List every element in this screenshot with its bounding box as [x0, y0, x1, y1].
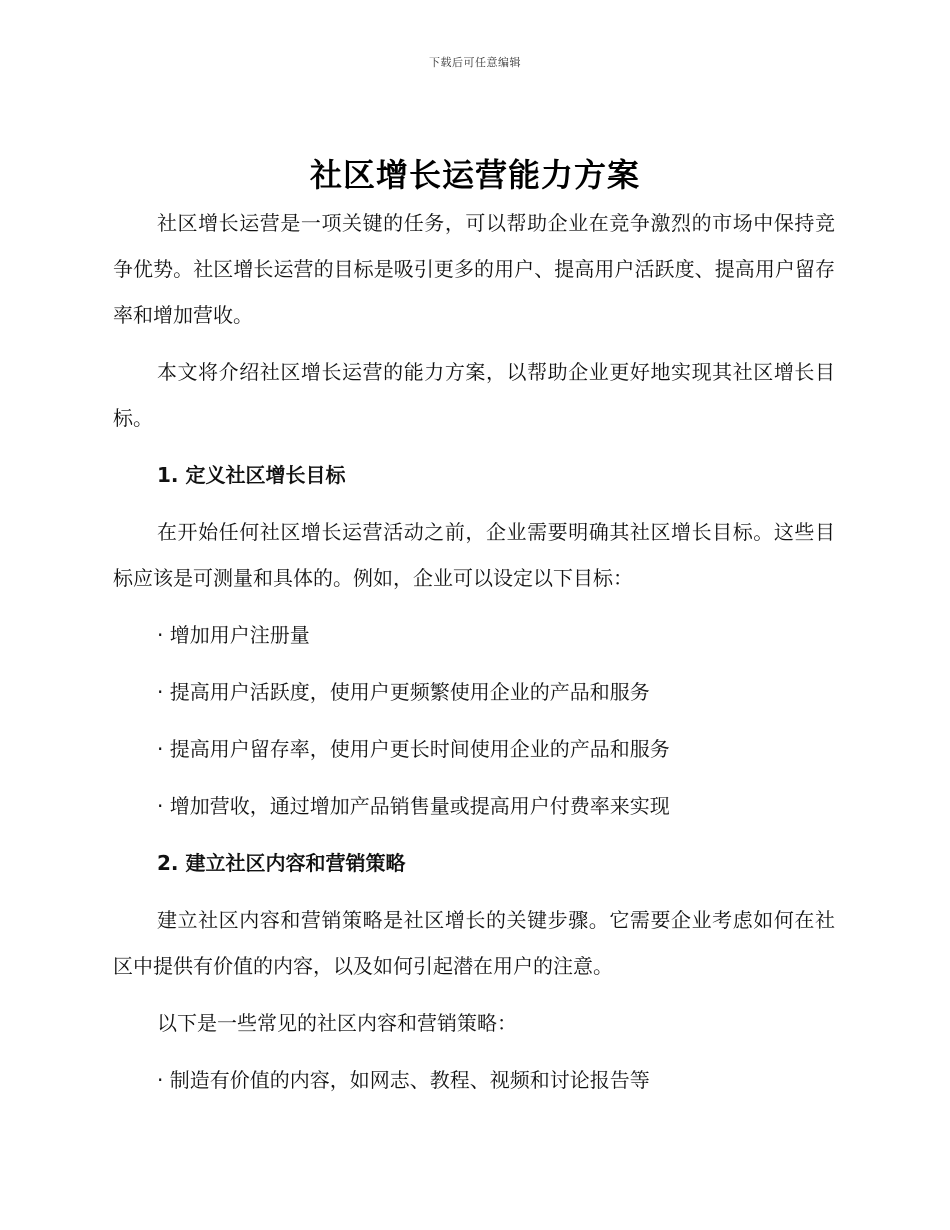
section-heading-1: 1. 定义社区增长目标: [157, 463, 346, 487]
bullet-item: · 增加营收，通过增加产品销售量或提高用户付费率来实现: [157, 794, 670, 818]
page-header-note: 下载后可任意编辑: [429, 56, 521, 69]
paragraph-strategy: 建立社区内容和营销策略是社区增长的关键步骤。它需要企业考虑如何在社区中提供有价值的内容，以及如何引起潜在用户的注意。: [113, 908, 835, 978]
section-heading-2: 2. 建立社区内容和营销策略: [157, 851, 406, 875]
bullet-item: · 增加用户注册量: [157, 623, 310, 647]
bullet-item: · 提高用户留存率，使用户更长时间使用企业的产品和服务: [157, 737, 670, 761]
paragraph-strategy-list-intro: 以下是一些常见的社区内容和营销策略：: [157, 1011, 517, 1035]
paragraph-overview: 本文将介绍社区增长运营的能力方案，以帮助企业更好地实现其社区增长目标。: [113, 360, 835, 430]
document-body: [113, 200, 835, 1114]
bullet-item: · 提高用户活跃度，使用户更频繁使用企业的产品和服务: [157, 680, 650, 704]
paragraph-goals: 在开始任何社区增长运营活动之前，企业需要明确其社区增长目标。这些目标应该是可测量和具体的。例如，企业可以设定以下目标：: [113, 520, 835, 590]
document-title: 社区增长运营能力方案: [309, 156, 640, 194]
bullet-item: · 制造有价值的内容，如网志、教程、视频和讨论报告等: [157, 1068, 650, 1092]
paragraph-intro: 社区增长运营是一项关键的任务，可以帮助企业在竞争激烈的市场中保持竞争优势。社区增长运营的目标是吸引更多的用户、提高用户活跃度、提高用户留存率和增加营收。: [113, 211, 835, 327]
